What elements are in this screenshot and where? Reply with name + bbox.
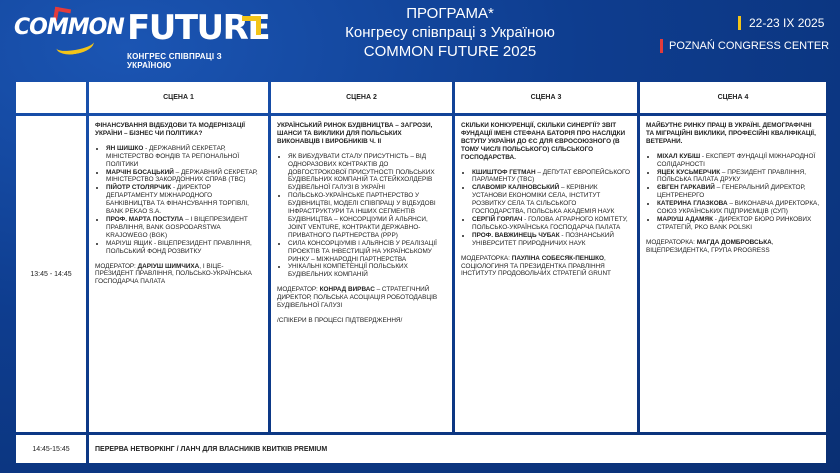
break-row: ПЕРЕРВА НЕТВОРКІНГ / ЛАНЧ ДЛЯ ВЛАСНИКІВ КВИТКІВ PREMIUM xyxy=(89,435,826,463)
header-scene-3: СЦЕНА 3 xyxy=(455,82,637,113)
scene-4-speakers xyxy=(646,153,820,232)
scene-3-speakers xyxy=(461,169,631,248)
time-slot-1: 13:45 - 14:45 xyxy=(16,116,86,432)
topic-item: • ПОЛЬСЬКО-УКРАЇНСЬКЕ ПАРТНЕРСТВО У БУДІВНИЦТВІ, МОДЕЛІ СПІВПРАЦІ У ВІДБУДОВІ ІНФРАСТРУКТУРИ ТА ІНШИХ СЕГМЕНТІВ БУДІВНИЦТВА – КОНСОРЦІУМИ Й АЛЬЯНСИ, JOINT VENTURE, КОНТРАКТИ ДЕРЖАВНО-ПРИВАТНОГО ПАРТНЕРСТВА (PPP) xyxy=(288,192,446,239)
scene-1-speakers xyxy=(95,145,262,256)
speaker-item: • ПІЙОТР СТОЛЯРЧИК - ДИРЕКТОР ДЕПАРТАМЕНТУ МІЖНАРОДНОГО БАНКІВНИЦТВА ТА ФІНАНСУВАННЯ ТОРГІВЛІ, BANK PEKAO S.A. xyxy=(106,184,262,216)
scene-1-content xyxy=(89,116,268,432)
scene-1-moderator: МОДЕРАТОР: ДАРІУШ ШИМЧИХА, І ВІЦЕ-ПРЕЗИДЕНТ ПРАВЛІННЯ, ПОЛЬСЬКО-УКРАЇНСЬКА ГОСПОДАРЧА ПАЛАТА xyxy=(95,262,252,286)
logo-common-text: COMMON xyxy=(14,15,124,40)
scene-2-note: /СПІКЕРИ В ПРОЦЕСІ ПІДТВЕРДЖЕННЯ/ xyxy=(277,316,403,324)
scene-2-title: УКРАЇНСЬКИЙ РИНОК БУДІВНИЦТВА – ЗАГРОЗИ, ШАНСИ ТА ВИКЛИКИ ДЛЯ ПОЛЬСЬКИХ ВИКОНАВЦІВ І ВИРОБНИКІВ Ч. ІІ xyxy=(277,122,433,145)
scene-2-topics xyxy=(277,153,446,280)
header-scene-2: СЦЕНА 2 xyxy=(271,82,452,113)
logo-tagline: КОНГРЕС СПІВПРАЦІ З УКРАЇНОЮ xyxy=(127,52,222,70)
speaker-item: • ПРОФ. ВАВЖИНЕЦЬ ЧУБАК - ПОЗНАНСЬКИЙ УНІВЕРСИТЕТ ПРИРОДНИЧИХ НАУК xyxy=(472,232,631,248)
scene-3-title: СКІЛЬКИ КОНКУРЕНЦІЇ, СКІЛЬКИ СИНЕРГІЇ? ЗВІТ ФУНДАЦІЇ ІМЕНІ СТЕФАНА БАТОРІЯ ПРО НАСЛІДКИ ВСТУПУ УКРАЇНИ ДО ЄС ДЛЯ ЄВРОСОЮЗНОГО (В ТОМУ ЧИСЛІ ПОЛЬСЬКОГО) СІЛЬСЬКОГО ГОСПОДАРСТВА. xyxy=(461,122,626,161)
scene-2-moderator: МОДЕРАТОР: КОНРАД ВИРВАС – СТРАТЕГІЧНИЙ ДИРЕКТОР, ПОЛЬСЬКА АСОЦІАЦІЯ РОБОТОДАВЦІВ БУДІВЕЛЬНОЇ ГАЛУЗІ xyxy=(277,286,438,310)
speaker-item: • МАРІУШ АДАМЯК - ДИРЕКТОР БЮРО РИНКОВИХ СТРАТЕГІЙ, PKO BANK POLSKI xyxy=(657,216,820,232)
scene-1-title: ФІНАНСУВАННЯ ВІДБУДОВИ ТА МОДЕРНІЗАЦІЇ УКРАЇНИ – БІЗНЕС ЧИ ПОЛІТИКА? xyxy=(95,122,246,137)
speaker-item: • СЛАВОМІР КАЛІНОВСЬКИЙ – КЕРІВНИК УСТАНОВИ ЕКОНОМІКИ СЕЛА, ІНСТИТУТ РОЗВИТКУ СЕЛА ТА СІЛЬСЬКОГО ГОСПОДАРСТВА, ПОЛЬСЬКА АКАДЕМІЯ НАУК xyxy=(472,184,631,216)
speaker-item: • ЯЦЕК КУСЬМЕРЧИК – ПРЕЗИДЕНТ ПРАВЛІННЯ, ПОЛЬСЬКА ПАЛАТА ДРУКУ xyxy=(657,169,820,185)
logo-yellow-corner xyxy=(242,16,261,35)
page-title xyxy=(300,4,600,61)
speaker-item: • МІХАЛ КУБІШ - ЕКСПЕРТ ФУНДАЦІЇ МІЖНАРОДНОЇ СОЛІДАРНОСТІ xyxy=(657,153,820,169)
speaker-item: • КАТЕРИНА ГЛАЗКОВА – ВИКОНАВЧА ДИРЕКТОРКА, СОЮЗ УКРАЇНСЬКИХ ПІДПРИЄМЦІВ (СУП) xyxy=(657,200,820,216)
event-venue: POZNAŃ CONGRESS CENTER xyxy=(660,39,829,53)
header-scene-1: СЦЕНА 1 xyxy=(89,82,268,113)
speaker-item: • ПРОФ. МАРТА ПОСТУЛА – І ВІЦЕПРЕЗИДЕНТ ПРАВЛІННЯ, BANK GOSPODARSTWA KRAJOWEGO (BGK) xyxy=(106,216,262,240)
title-line-1: ПРОГРАМА* xyxy=(406,5,494,22)
logo-future-text: FUTURE xyxy=(127,8,270,48)
scene-4-title: МАЙБУТНЄ РИНКУ ПРАЦІ В УКРАЇНІ. ДЕМОГРАФІЧНІ ТА МІГРАЦІЙНІ ВИКЛИКИ, ПРОФЕСІЙНІ КВАЛІФІКАЦІЇ, ВЕТЕРАНИ. xyxy=(646,122,816,145)
topic-item: • СИЛА КОНСОРЦІУМІВ І АЛЬЯНСІВ У РЕАЛІЗАЦІЇ ПРОЄКТІВ ТА ІНВЕСТИЦІЙ НА УКРАЇНСЬКОМУ РИНКУ – МІЖНАРОДНІ ПАРТНЕРСТВА xyxy=(288,240,446,264)
scene-3-moderator: МОДЕРАТОРКА: ПАУЛІНА СОБЕСЯК-ПЕНШКО, СОЦІОЛОГИНЯ ТА ПРЕЗИДЕНТКА ПРАВЛІННЯ ІНСТИТУТУ ПРОДОВОЛЬЧИХ СТРАТЕГІЙ GRUNT xyxy=(461,254,611,278)
scene-4-moderator: МОДЕРАТОРКА: МАГДА ДОМБРОВСЬКА, ВІЦЕПРЕЗИДЕНТКА, ГРУПА PROGRESS xyxy=(646,238,774,254)
scene-3-content xyxy=(455,116,637,432)
scene-4-content xyxy=(640,116,826,432)
speaker-item: • МАРЧІН БОСАЦЬКИЙ – ДЕРЖАВНИЙ СЕКРЕТАР, МІНІСТЕРСТВО ЗАКОРДОННИХ СПРАВ (TBC) xyxy=(106,169,262,185)
speaker-item: • МАРІУШ ЯЩИК - ВІЦЕПРЕЗИДЕНТ ПРАВЛІННЯ, ПОЛЬСЬКИЙ ФОНД РОЗВИТКУ xyxy=(106,240,262,256)
speaker-item: • СЕРГІЙ ГОРЛАЧ - ГОЛОВА АГРАРНОГО КОМІТЕТУ, ПОЛЬСЬКО-УКРАЇНСЬКА ГОСПОДАРЧА ПАЛАТА xyxy=(472,216,631,232)
header-empty-cell xyxy=(16,82,86,113)
speaker-item: • КШИШТОФ ГЕТМАН – ДЕПУТАТ ЄВРОПЕЙСЬКОГО ПАРЛАМЕНТУ (TBC) xyxy=(472,169,631,185)
topic-item: • ЯК ВИБУДУВАТИ СТАЛУ ПРИСУТНІСТЬ – ВІД ОДНОРАЗОВИХ КОНТРАКТІВ ДО ДОВГОСТРОКОВОЇ ПРИСУТНОСТІ ПОЛЬСЬКИХ БУДІВЕЛЬНИХ КОМПАНІЙ ТА СТЕЙКХОЛДЕРІВ БУДІВЕЛЬНОЇ ГАЛУЗІ В УКРАЇНІ xyxy=(288,153,446,193)
speaker-item: • ЄВГЕН ГАРКАВИЙ – ГЕНЕРАЛЬНИЙ ДИРЕКТОР, ЦЕНТРЕНЕРГО xyxy=(657,184,820,200)
topic-item: • УНІКАЛЬНІ КОМПЕТЕНЦІЇ ПОЛЬСЬКИХ БУДІВЕЛЬНИХ КОМПАНІЙ xyxy=(288,263,446,279)
scene-2-content xyxy=(271,116,452,432)
title-line-3: COMMON FUTURE 2025 xyxy=(363,43,537,60)
common-future-logo xyxy=(14,8,270,70)
event-dates: 22-23 IX 2025 xyxy=(738,16,824,30)
program-table xyxy=(16,82,826,463)
speaker-item: • ЯН ШИШКО - ДЕРЖАВНИЙ СЕКРЕТАР, МІНІСТЕРСТВО ФОНДІВ ТА РЕГІОНАЛЬНОЇ ПОЛІТИКИ xyxy=(106,145,262,169)
header-scene-4: СЦЕНА 4 xyxy=(640,82,826,113)
time-slot-2: 14:45-15:45 xyxy=(16,435,86,463)
title-line-2: Конгресу співпраці з Україною xyxy=(345,24,555,41)
